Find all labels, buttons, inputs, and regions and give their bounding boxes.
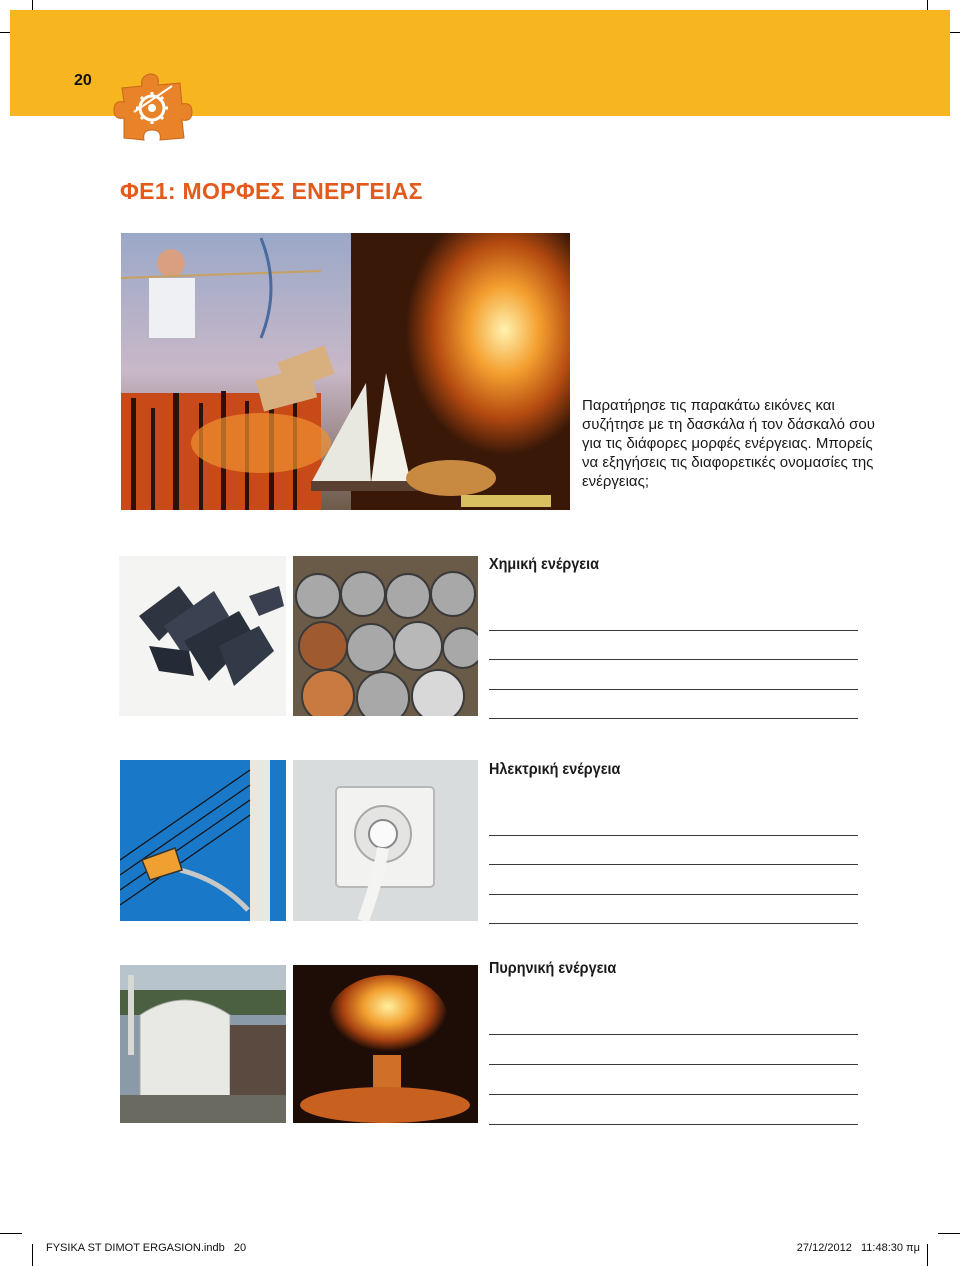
- nuclear-plant-image: [120, 965, 286, 1123]
- section-label-nuclear: Πυρηνική ενέργεια: [489, 960, 617, 977]
- answer-line: [489, 689, 858, 690]
- section-label-chemical: Χημική ενέργεια: [489, 556, 599, 573]
- answer-line: [489, 894, 858, 895]
- crop-mark: [938, 1233, 960, 1234]
- answer-line: [489, 835, 858, 836]
- answer-line: [489, 1124, 858, 1125]
- page-number: 20: [74, 72, 92, 89]
- intro-instructions: Παρατήρησε τις παρακάτω εικόνες και συζήτησε με τη δασκάλα ή τον δάσκαλό σου για τις διάφορες μορφές ενέργειας. Μπορείς να εξηγήσεις τις διαφορετικές ονομασίες της ενέργειας;: [582, 397, 875, 490]
- puzzle-gear-icon: [112, 68, 196, 142]
- answer-line: [489, 864, 858, 865]
- oil-barrels-image: [293, 556, 478, 716]
- wall-socket-image: [293, 760, 478, 921]
- footer-timestamp: 27/12/2012 11:48:30 πμ: [796, 1242, 920, 1254]
- footer-file-info: FYSIKA ST DIMOT ERGASION.indb 20: [46, 1242, 247, 1254]
- crop-mark: [32, 1244, 33, 1266]
- answer-line: [489, 659, 858, 660]
- charcoal-image: [119, 556, 286, 716]
- answer-line: [489, 718, 858, 719]
- crop-mark: [0, 1233, 22, 1234]
- crop-mark: [927, 1244, 928, 1266]
- answer-line: [489, 630, 858, 631]
- answer-line: [489, 1034, 858, 1035]
- nuclear-explosion-image: [293, 965, 478, 1123]
- answer-line: [489, 1094, 858, 1095]
- answer-line: [489, 1064, 858, 1065]
- street-lamp-image: [120, 760, 286, 921]
- answer-line: [489, 923, 858, 924]
- section-label-electric: Ηλεκτρική ενέργεια: [489, 761, 621, 778]
- page-title: ΦΕ1: ΜΟΡΦΕΣ ΕΝΕΡΓΕΙΑΣ: [120, 178, 423, 204]
- energy-collage-image: [121, 233, 570, 510]
